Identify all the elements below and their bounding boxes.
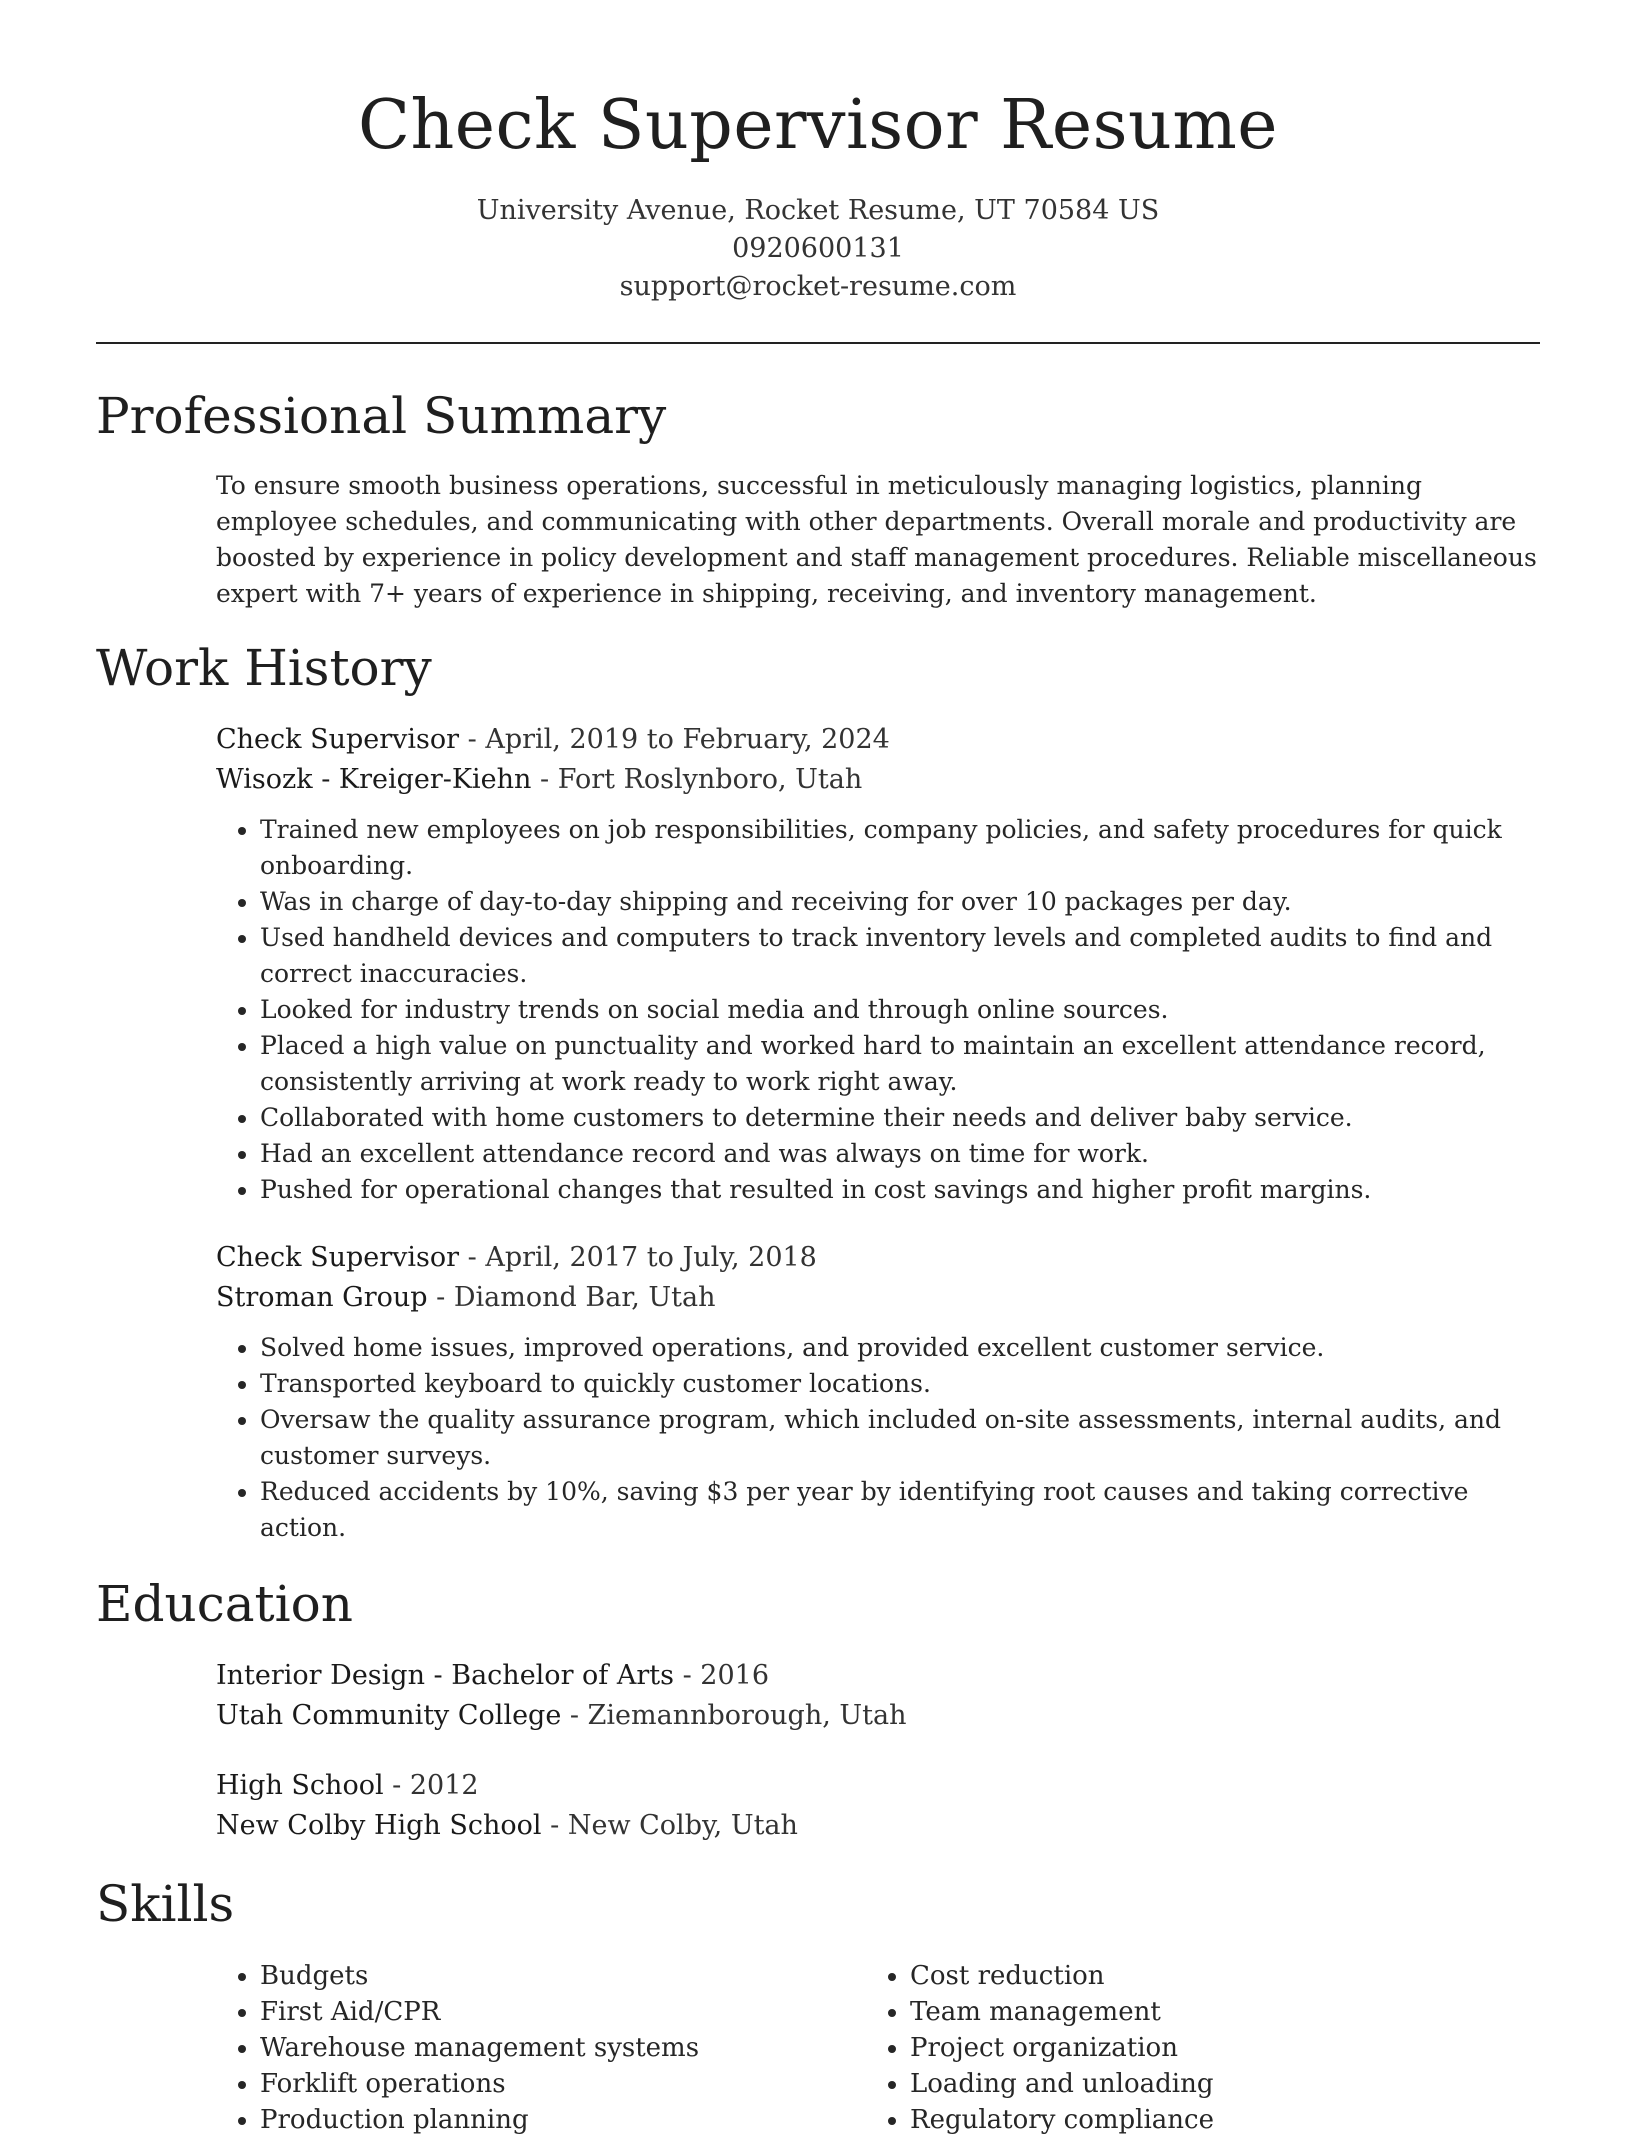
header-divider	[96, 342, 1540, 344]
degree-line	[216, 1766, 1540, 1806]
job-company-line	[216, 1278, 1540, 1318]
job-bullet: • Trained new employees on job responsibilities, company policies, and safety procedures for quick onboarding.	[260, 812, 1540, 884]
school-location: - New Colby, Utah	[541, 1810, 798, 1841]
school-location: - Ziemannborough, Utah	[561, 1700, 907, 1731]
contact-email: support@rocket-resume.com	[619, 271, 1017, 302]
skill-item: • Loading and unloading	[910, 2066, 1510, 2102]
resume-title: Check Supervisor Resume	[357, 86, 1279, 165]
job-entry	[216, 720, 1540, 1208]
job-bullet-list	[216, 1330, 1540, 1546]
contact-address: University Avenue, Rocket Resume, UT 70584 US	[476, 195, 1160, 226]
school-line	[216, 1806, 1540, 1846]
summary-text: To ensure smooth business operations, successful in meticulously managing logistics, planning employee schedules, and communicating with other departments. Overall morale and productivity are boosted by experience in policy development and staff management procedures. Reliable miscellaneous expert with 7+ years of experience in shipping, receiving, and inventory management.	[216, 471, 1537, 608]
skill-item: • Production planning	[260, 2102, 866, 2138]
job-company-line	[216, 760, 1540, 800]
job-bullet: • Used handheld devices and computers to track inventory levels and completed audits to find and correct inaccuracies.	[260, 920, 1540, 992]
degree: Interior Design - Bachelor of Arts	[216, 1660, 674, 1691]
job-bullet: • Oversaw the quality assurance program, which included on-site assessments, internal audits, and customer surveys.	[260, 1402, 1540, 1474]
job-bullet: • Reduced accidents by 10%, saving $3 per year by identifying root causes and taking corrective action.	[260, 1474, 1540, 1546]
skill-item: • Team management	[910, 1994, 1510, 2030]
skills-list-left	[216, 1958, 866, 2138]
skills-heading: Skills	[96, 1875, 235, 1933]
job-title: Check Supervisor	[216, 724, 460, 755]
work-history-heading: Work History	[96, 639, 432, 697]
skills-grid	[216, 1958, 1540, 2138]
skill-item: • Budgets	[260, 1958, 866, 1994]
skill-item: • Forklift operations	[260, 2066, 866, 2102]
contact-block	[96, 192, 1540, 306]
school: Utah Community College	[216, 1700, 562, 1731]
degree-line	[216, 1656, 1540, 1696]
job-bullet: • Collaborated with home customers to determine their needs and deliver baby service.	[260, 1100, 1540, 1136]
job-bullet-list	[216, 812, 1540, 1208]
job-location: - Diamond Bar, Utah	[427, 1282, 716, 1313]
job-title: Check Supervisor	[216, 1242, 460, 1273]
summary-heading: Professional Summary	[96, 387, 667, 445]
skill-item: • Regulatory compliance	[910, 2102, 1510, 2138]
education-heading: Education	[96, 1575, 353, 1633]
job-location: - Fort Roslynboro, Utah	[531, 764, 863, 795]
contact-phone: 0920600131	[732, 233, 904, 264]
job-bullet: • Had an excellent attendance record and was always on time for work.	[260, 1136, 1540, 1172]
education-entry	[216, 1766, 1540, 1846]
job-bullet: • Was in charge of day-to-day shipping and receiving for over 10 packages per day.	[260, 884, 1540, 920]
job-title-line	[216, 1238, 1540, 1278]
job-dates: - April, 2019 to February, 2024	[459, 724, 890, 755]
degree: High School	[216, 1770, 384, 1801]
resume-page	[96, 0, 1540, 2138]
skill-item: • Cost reduction	[910, 1958, 1510, 1994]
degree-year: - 2012	[383, 1770, 479, 1801]
job-bullet: • Pushed for operational changes that resulted in cost savings and higher profit margins.	[260, 1172, 1540, 1208]
job-entry	[216, 1238, 1540, 1546]
job-company: Stroman Group	[216, 1282, 428, 1313]
education-entry	[216, 1656, 1540, 1736]
job-dates: - April, 2017 to July, 2018	[459, 1242, 817, 1273]
school-line	[216, 1696, 1540, 1736]
skill-item: • Warehouse management systems	[260, 2030, 866, 2066]
school: New Colby High School	[216, 1810, 542, 1841]
job-bullet: • Looked for industry trends on social media and through online sources.	[260, 992, 1540, 1028]
skills-list-right	[866, 1958, 1510, 2138]
skill-item: • First Aid/CPR	[260, 1994, 866, 2030]
job-title-line	[216, 720, 1540, 760]
job-company: Wisozk - Kreiger-Kiehn	[216, 764, 532, 795]
degree-year: - 2016	[674, 1660, 770, 1691]
job-bullet: • Transported keyboard to quickly customer locations.	[260, 1366, 1540, 1402]
job-bullet: • Placed a high value on punctuality and worked hard to maintain an excellent attendance record, consistently arriving at work ready to work right away.	[260, 1028, 1540, 1100]
job-bullet: • Solved home issues, improved operations, and provided excellent customer service.	[260, 1330, 1540, 1366]
skill-item: • Project organization	[910, 2030, 1510, 2066]
